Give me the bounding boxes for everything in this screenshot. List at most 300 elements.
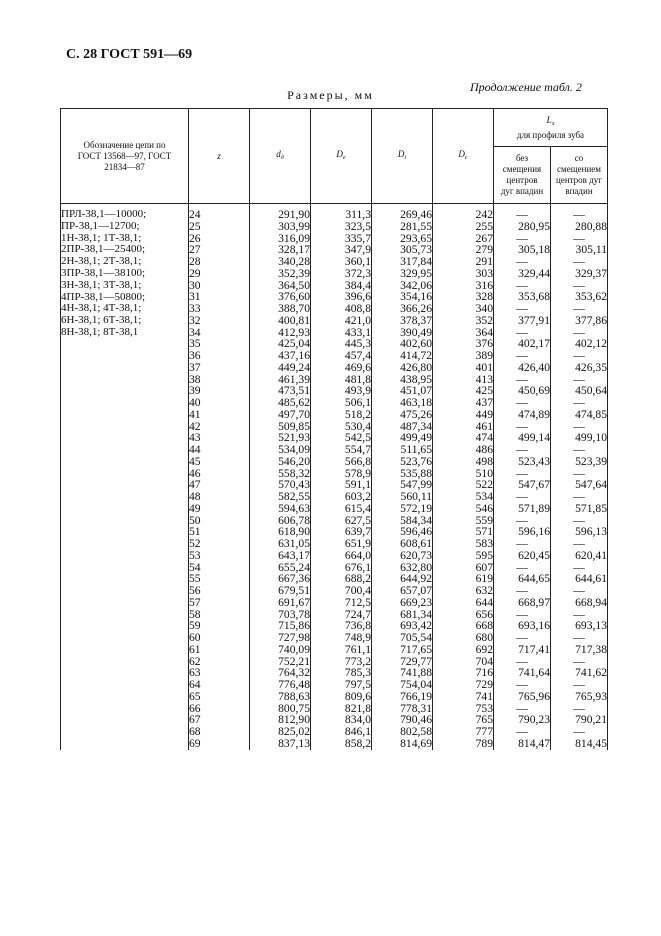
cell-dd: 812,90 bbox=[250, 714, 311, 726]
cell-Di: 717,65 bbox=[372, 644, 433, 656]
cell-z: 54 bbox=[189, 562, 250, 574]
cell-Dc: 510 bbox=[433, 468, 494, 480]
cell-Di: 366,26 bbox=[372, 303, 433, 315]
cell-Lx-without: 717,41 bbox=[494, 644, 551, 656]
cell-De: 809,6 bbox=[311, 691, 372, 703]
cell-Di: 608,61 bbox=[372, 538, 433, 550]
cell-Lx-with: — bbox=[551, 233, 608, 245]
cell-De: 360,1 bbox=[311, 256, 372, 268]
cell-Di: 342,06 bbox=[372, 280, 433, 292]
cell-Lx-without: — bbox=[494, 350, 551, 362]
cell-dd: 449,24 bbox=[250, 362, 311, 374]
cell-Dc: 437 bbox=[433, 397, 494, 409]
cell-Lx-without: 305,18 bbox=[494, 244, 551, 256]
cell-Di: 329,95 bbox=[372, 268, 433, 280]
cell-z: 45 bbox=[189, 456, 250, 468]
cell-dd: 364,50 bbox=[250, 280, 311, 292]
cell-Lx-without: — bbox=[494, 327, 551, 339]
cell-Dc: 498 bbox=[433, 456, 494, 468]
cell-Lx-with: — bbox=[551, 515, 608, 527]
cell-z: 44 bbox=[189, 444, 250, 456]
cell-Di: 644,92 bbox=[372, 573, 433, 585]
cell-De: 627,5 bbox=[311, 515, 372, 527]
cell-Di: 705,54 bbox=[372, 632, 433, 644]
cell-De: 748,9 bbox=[311, 632, 372, 644]
cell-Lx-without: — bbox=[494, 233, 551, 245]
cell-Di: 741,88 bbox=[372, 667, 433, 679]
cell-z: 46 bbox=[189, 468, 250, 480]
column-header-dd: $d_д$ bbox=[250, 109, 311, 204]
cell-De: 457,4 bbox=[311, 350, 372, 362]
cell-Di: 766,19 bbox=[372, 691, 433, 703]
cell-z: 57 bbox=[189, 597, 250, 609]
cell-De: 846,1 bbox=[311, 726, 372, 738]
cell-Di: 729,77 bbox=[372, 656, 433, 668]
cell-Lx-with: 814,45 bbox=[551, 738, 608, 750]
cell-Dc: 401 bbox=[433, 362, 494, 374]
chain-designation-item: 3Н-38,1; 3Т-38,1; bbox=[61, 278, 142, 291]
cell-De: 639,7 bbox=[311, 526, 372, 538]
cell-dd: 703,78 bbox=[250, 609, 311, 621]
column-header-Di: $D_i$ bbox=[372, 109, 433, 204]
cell-Lx-without: 571,89 bbox=[494, 503, 551, 515]
chain-designation-item: 4ПР-38,1—50800; bbox=[61, 290, 146, 303]
cell-De: 506,1 bbox=[311, 397, 372, 409]
cell-z: 24 bbox=[189, 204, 250, 221]
cell-Di: 620,73 bbox=[372, 550, 433, 562]
cell-Lx-without: — bbox=[494, 280, 551, 292]
cell-Dc: 607 bbox=[433, 562, 494, 574]
cell-Lx-without: 668,97 bbox=[494, 597, 551, 609]
cell-dd: 606,78 bbox=[250, 515, 311, 527]
cell-dd: 631,05 bbox=[250, 538, 311, 550]
cell-Lx-with: 571,85 bbox=[551, 503, 608, 515]
cell-Lx-without: — bbox=[494, 656, 551, 668]
cell-z: 41 bbox=[189, 409, 250, 421]
cell-z: 36 bbox=[189, 350, 250, 362]
cell-Dc: 242 bbox=[433, 204, 494, 221]
cell-z: 37 bbox=[189, 362, 250, 374]
cell-Lx-with: — bbox=[551, 421, 608, 433]
cell-Lx-with: — bbox=[551, 256, 608, 268]
cell-Di: 754,04 bbox=[372, 679, 433, 691]
cell-z: 58 bbox=[189, 609, 250, 621]
table-row bbox=[61, 204, 608, 221]
cell-Di: 657,07 bbox=[372, 585, 433, 597]
cell-dd: 740,09 bbox=[250, 644, 311, 656]
cell-z: 32 bbox=[189, 315, 250, 327]
cell-De: 384,4 bbox=[311, 280, 372, 292]
cell-Lx-without: — bbox=[494, 256, 551, 268]
cell-De: 347,9 bbox=[311, 244, 372, 256]
cell-De: 372,3 bbox=[311, 268, 372, 280]
column-header-designation: Обозначение цепи по ГОСТ 13568—97, ГОСТ 21834—87 bbox=[61, 109, 189, 204]
column-header-without-offset: без смещения центров дуг впадин bbox=[494, 147, 551, 204]
sprocket-dimensions-table bbox=[60, 108, 608, 750]
cell-Dc: 340 bbox=[433, 303, 494, 315]
cell-z: 43 bbox=[189, 432, 250, 444]
cell-Di: 547,99 bbox=[372, 479, 433, 491]
cell-Dc: 461 bbox=[433, 421, 494, 433]
cell-dd: 643,17 bbox=[250, 550, 311, 562]
cell-Dc: 777 bbox=[433, 726, 494, 738]
cell-z: 47 bbox=[189, 479, 250, 491]
cell-Di: 402,60 bbox=[372, 338, 433, 350]
cell-De: 712,5 bbox=[311, 597, 372, 609]
cell-dd: 485,62 bbox=[250, 397, 311, 409]
cell-Lx-without: — bbox=[494, 397, 551, 409]
cell-Dc: 729 bbox=[433, 679, 494, 691]
cell-De: 858,2 bbox=[311, 738, 372, 750]
cell-Di: 802,58 bbox=[372, 726, 433, 738]
cell-Dc: 328 bbox=[433, 291, 494, 303]
cell-z: 53 bbox=[189, 550, 250, 562]
cell-De: 530,4 bbox=[311, 421, 372, 433]
cell-Lx-without: 693,16 bbox=[494, 620, 551, 632]
cell-Lx-without: 765,96 bbox=[494, 691, 551, 703]
cell-De: 554,7 bbox=[311, 444, 372, 456]
cell-De: 785,3 bbox=[311, 667, 372, 679]
chain-designation-item: ПР-38,1—12700; bbox=[61, 219, 140, 232]
cell-Lx-without: — bbox=[494, 204, 551, 221]
cell-dd: 291,90 bbox=[250, 204, 311, 221]
cell-Lx-with: 305,11 bbox=[551, 244, 608, 256]
cell-dd: 400,81 bbox=[250, 315, 311, 327]
cell-Lx-without: 499,14 bbox=[494, 432, 551, 444]
cell-dd: 461,39 bbox=[250, 374, 311, 386]
cell-Dc: 474 bbox=[433, 432, 494, 444]
cell-Lx-with: — bbox=[551, 374, 608, 386]
table-continuation-label: Продолжение табл. 2 bbox=[470, 80, 582, 94]
cell-dd: 316,09 bbox=[250, 233, 311, 245]
cell-Lx-without: 353,68 bbox=[494, 291, 551, 303]
cell-Di: 281,55 bbox=[372, 221, 433, 233]
cell-dd: 825,02 bbox=[250, 726, 311, 738]
chain-designation-item: ПРЛ-38,1—10000; bbox=[61, 208, 147, 220]
cell-De: 566,8 bbox=[311, 456, 372, 468]
cell-dd: 534,09 bbox=[250, 444, 311, 456]
cell-Dc: 692 bbox=[433, 644, 494, 656]
cell-De: 676,1 bbox=[311, 562, 372, 574]
cell-Di: 354,16 bbox=[372, 291, 433, 303]
cell-z: 31 bbox=[189, 291, 250, 303]
cell-dd: 618,90 bbox=[250, 526, 311, 538]
cell-De: 797,5 bbox=[311, 679, 372, 691]
cell-Lx-with: 402,12 bbox=[551, 338, 608, 350]
cell-De: 578,9 bbox=[311, 468, 372, 480]
cell-Di: 426,80 bbox=[372, 362, 433, 374]
cell-Di: 560,11 bbox=[372, 491, 433, 503]
cell-dd: 727,98 bbox=[250, 632, 311, 644]
cell-Di: 438,95 bbox=[372, 374, 433, 386]
cell-Lx-with: 523,39 bbox=[551, 456, 608, 468]
chain-designation-item: 2ПР-38,1—25400; bbox=[61, 243, 146, 256]
cell-Lx-with: — bbox=[551, 491, 608, 503]
cell-dd: 340,28 bbox=[250, 256, 311, 268]
cell-Lx-with: — bbox=[551, 397, 608, 409]
cell-Lx-with: — bbox=[551, 444, 608, 456]
cell-Lx-without: 620,45 bbox=[494, 550, 551, 562]
cell-dd: 679,51 bbox=[250, 585, 311, 597]
cell-Lx-with: 280,88 bbox=[551, 221, 608, 233]
chain-designation-item: 2Н-38,1; 2Т-38,1; bbox=[61, 255, 142, 268]
cell-dd: 715,86 bbox=[250, 620, 311, 632]
cell-Di: 632,80 bbox=[372, 562, 433, 574]
cell-Dc: 425 bbox=[433, 385, 494, 397]
cell-Dc: 559 bbox=[433, 515, 494, 527]
cell-z: 27 bbox=[189, 244, 250, 256]
cell-Dc: 789 bbox=[433, 738, 494, 750]
cell-De: 335,7 bbox=[311, 233, 372, 245]
cell-Di: 390,49 bbox=[372, 327, 433, 339]
cell-Lx-without: — bbox=[494, 374, 551, 386]
cell-z: 28 bbox=[189, 256, 250, 268]
cell-Lx-without: 741,64 bbox=[494, 667, 551, 679]
cell-dd: 546,20 bbox=[250, 456, 311, 468]
cell-De: 834,0 bbox=[311, 714, 372, 726]
cell-z: 69 bbox=[189, 738, 250, 750]
cell-De: 323,5 bbox=[311, 221, 372, 233]
cell-Lx-without: — bbox=[494, 491, 551, 503]
cell-Lx-with: 377,86 bbox=[551, 315, 608, 327]
cell-Lx-without: 790,23 bbox=[494, 714, 551, 726]
chain-designations bbox=[61, 204, 189, 750]
cell-Lx-without: — bbox=[494, 303, 551, 315]
cell-Lx-with: — bbox=[551, 562, 608, 574]
cell-De: 518,2 bbox=[311, 409, 372, 421]
cell-Lx-without: 523,43 bbox=[494, 456, 551, 468]
cell-Dc: 303 bbox=[433, 268, 494, 280]
cell-Di: 814,69 bbox=[372, 738, 433, 750]
cell-Di: 596,46 bbox=[372, 526, 433, 538]
cell-Lx-without: — bbox=[494, 726, 551, 738]
cell-De: 700,4 bbox=[311, 585, 372, 597]
cell-De: 688,2 bbox=[311, 573, 372, 585]
cell-Di: 511,65 bbox=[372, 444, 433, 456]
cell-Lx-with: — bbox=[551, 679, 608, 691]
cell-z: 60 bbox=[189, 632, 250, 644]
cell-Lx-with: — bbox=[551, 468, 608, 480]
cell-Dc: 352 bbox=[433, 315, 494, 327]
cell-Lx-with: — bbox=[551, 703, 608, 715]
column-header-Dc: $D_c$ bbox=[433, 109, 494, 204]
cell-Lx-with: — bbox=[551, 327, 608, 339]
cell-Di: 790,46 bbox=[372, 714, 433, 726]
cell-dd: 594,63 bbox=[250, 503, 311, 515]
cell-z: 42 bbox=[189, 421, 250, 433]
cell-z: 30 bbox=[189, 280, 250, 292]
cell-Di: 475,26 bbox=[372, 409, 433, 421]
cell-z: 51 bbox=[189, 526, 250, 538]
cell-dd: 800,75 bbox=[250, 703, 311, 715]
cell-Lx-with: — bbox=[551, 204, 608, 221]
cell-Dc: 741 bbox=[433, 691, 494, 703]
cell-z: 49 bbox=[189, 503, 250, 515]
cell-z: 55 bbox=[189, 573, 250, 585]
cell-Lx-without: — bbox=[494, 421, 551, 433]
cell-Di: 535,88 bbox=[372, 468, 433, 480]
cell-De: 615,4 bbox=[311, 503, 372, 515]
cell-Lx-without: 426,40 bbox=[494, 362, 551, 374]
cell-Di: 463,18 bbox=[372, 397, 433, 409]
cell-Dc: 364 bbox=[433, 327, 494, 339]
cell-Di: 681,34 bbox=[372, 609, 433, 621]
cell-De: 603,2 bbox=[311, 491, 372, 503]
cell-dd: 764,32 bbox=[250, 667, 311, 679]
cell-z: 65 bbox=[189, 691, 250, 703]
cell-De: 761,1 bbox=[311, 644, 372, 656]
cell-z: 48 bbox=[189, 491, 250, 503]
cell-z: 29 bbox=[189, 268, 250, 280]
cell-Lx-with: 620,41 bbox=[551, 550, 608, 562]
cell-Di: 572,19 bbox=[372, 503, 433, 515]
cell-z: 52 bbox=[189, 538, 250, 550]
cell-Lx-without: 547,67 bbox=[494, 479, 551, 491]
cell-Lx-without: 329,44 bbox=[494, 268, 551, 280]
cell-dd: 788,63 bbox=[250, 691, 311, 703]
cell-Lx-with: — bbox=[551, 303, 608, 315]
cell-Lx-with: 499,10 bbox=[551, 432, 608, 444]
cell-Dc: 656 bbox=[433, 609, 494, 621]
cell-Dc: 316 bbox=[433, 280, 494, 292]
cell-Lx-with: — bbox=[551, 609, 608, 621]
cell-Lx-with: 668,94 bbox=[551, 597, 608, 609]
cell-Dc: 668 bbox=[433, 620, 494, 632]
cell-Lx-with: 717,38 bbox=[551, 644, 608, 656]
cell-Dc: 595 bbox=[433, 550, 494, 562]
column-header-Lx: $L_x$ для профиля зуба bbox=[494, 109, 608, 147]
cell-Dc: 279 bbox=[433, 244, 494, 256]
cell-z: 56 bbox=[189, 585, 250, 597]
cell-Dc: 680 bbox=[433, 632, 494, 644]
cell-Lx-without: — bbox=[494, 468, 551, 480]
cell-Dc: 522 bbox=[433, 479, 494, 491]
cell-Dc: 704 bbox=[433, 656, 494, 668]
cell-Lx-with: — bbox=[551, 632, 608, 644]
cell-dd: 473,51 bbox=[250, 385, 311, 397]
cell-Lx-without: 450,69 bbox=[494, 385, 551, 397]
cell-z: 66 bbox=[189, 703, 250, 715]
page-header: С. 28 ГОСТ 591—69 bbox=[66, 47, 193, 62]
cell-Di: 523,76 bbox=[372, 456, 433, 468]
cell-De: 421,0 bbox=[311, 315, 372, 327]
cell-Lx-with: 596,13 bbox=[551, 526, 608, 538]
cell-dd: 388,70 bbox=[250, 303, 311, 315]
cell-De: 493,9 bbox=[311, 385, 372, 397]
cell-Di: 451,07 bbox=[372, 385, 433, 397]
cell-De: 664,0 bbox=[311, 550, 372, 562]
cell-dd: 558,32 bbox=[250, 468, 311, 480]
cell-Dc: 534 bbox=[433, 491, 494, 503]
cell-Lx-without: 402,17 bbox=[494, 338, 551, 350]
cell-Dc: 546 bbox=[433, 503, 494, 515]
cell-Dc: 267 bbox=[433, 233, 494, 245]
cell-De: 736,8 bbox=[311, 620, 372, 632]
cell-Lx-without: — bbox=[494, 585, 551, 597]
cell-Di: 414,72 bbox=[372, 350, 433, 362]
cell-Di: 584,34 bbox=[372, 515, 433, 527]
column-header-with-offset: со смещением центров дуг впадин bbox=[551, 147, 608, 204]
cell-z: 25 bbox=[189, 221, 250, 233]
chain-designation-item: 3ПР-38,1—38100; bbox=[61, 266, 146, 279]
cell-z: 33 bbox=[189, 303, 250, 315]
cell-De: 311,3 bbox=[311, 204, 372, 221]
cell-Di: 487,34 bbox=[372, 421, 433, 433]
cell-z: 59 bbox=[189, 620, 250, 632]
cell-Dc: 449 bbox=[433, 409, 494, 421]
cell-dd: 521,93 bbox=[250, 432, 311, 444]
cell-Lx-without: — bbox=[494, 632, 551, 644]
cell-Lx-without: — bbox=[494, 444, 551, 456]
cell-dd: 667,36 bbox=[250, 573, 311, 585]
cell-dd: 376,60 bbox=[250, 291, 311, 303]
cell-De: 481,8 bbox=[311, 374, 372, 386]
cell-Di: 693,42 bbox=[372, 620, 433, 632]
cell-dd: 837,13 bbox=[250, 738, 311, 750]
cell-Lx-without: 596,16 bbox=[494, 526, 551, 538]
cell-Lx-with: 741,62 bbox=[551, 667, 608, 679]
cell-dd: 776,48 bbox=[250, 679, 311, 691]
cell-Dc: 765 bbox=[433, 714, 494, 726]
cell-Lx-with: 547,64 bbox=[551, 479, 608, 491]
cell-dd: 497,70 bbox=[250, 409, 311, 421]
cell-De: 591,1 bbox=[311, 479, 372, 491]
cell-z: 64 bbox=[189, 679, 250, 691]
cell-Dc: 632 bbox=[433, 585, 494, 597]
cell-Lx-with: 450,64 bbox=[551, 385, 608, 397]
cell-dd: 412,93 bbox=[250, 327, 311, 339]
cell-Dc: 255 bbox=[433, 221, 494, 233]
cell-De: 542,5 bbox=[311, 432, 372, 444]
cell-z: 26 bbox=[189, 233, 250, 245]
cell-Lx-without: — bbox=[494, 562, 551, 574]
cell-De: 651,9 bbox=[311, 538, 372, 550]
cell-Dc: 753 bbox=[433, 703, 494, 715]
cell-dd: 570,43 bbox=[250, 479, 311, 491]
cell-Lx-with: — bbox=[551, 280, 608, 292]
cell-dd: 509,85 bbox=[250, 421, 311, 433]
cell-Di: 778,31 bbox=[372, 703, 433, 715]
cell-z: 34 bbox=[189, 327, 250, 339]
cell-De: 445,3 bbox=[311, 338, 372, 350]
cell-Dc: 571 bbox=[433, 526, 494, 538]
cell-dd: 655,24 bbox=[250, 562, 311, 574]
cell-De: 724,7 bbox=[311, 609, 372, 621]
cell-Lx-with: — bbox=[551, 726, 608, 738]
cell-Lx-with: 693,13 bbox=[551, 620, 608, 632]
cell-dd: 303,99 bbox=[250, 221, 311, 233]
cell-De: 433,1 bbox=[311, 327, 372, 339]
cell-Di: 669,23 bbox=[372, 597, 433, 609]
cell-Lx-without: — bbox=[494, 609, 551, 621]
cell-z: 40 bbox=[189, 397, 250, 409]
cell-z: 39 bbox=[189, 385, 250, 397]
cell-Di: 378,37 bbox=[372, 315, 433, 327]
cell-Lx-with: 474,85 bbox=[551, 409, 608, 421]
cell-Di: 317,84 bbox=[372, 256, 433, 268]
column-header-z: z bbox=[189, 109, 250, 204]
cell-dd: 352,39 bbox=[250, 268, 311, 280]
cell-Lx-without: — bbox=[494, 703, 551, 715]
cell-Lx-with: — bbox=[551, 585, 608, 597]
cell-Di: 293,65 bbox=[372, 233, 433, 245]
cell-Di: 499,49 bbox=[372, 432, 433, 444]
cell-Dc: 583 bbox=[433, 538, 494, 550]
chain-designation-item: 1Н-38,1; 1Т-38,1; bbox=[61, 231, 142, 244]
cell-dd: 691,67 bbox=[250, 597, 311, 609]
cell-dd: 437,16 bbox=[250, 350, 311, 362]
cell-Dc: 644 bbox=[433, 597, 494, 609]
